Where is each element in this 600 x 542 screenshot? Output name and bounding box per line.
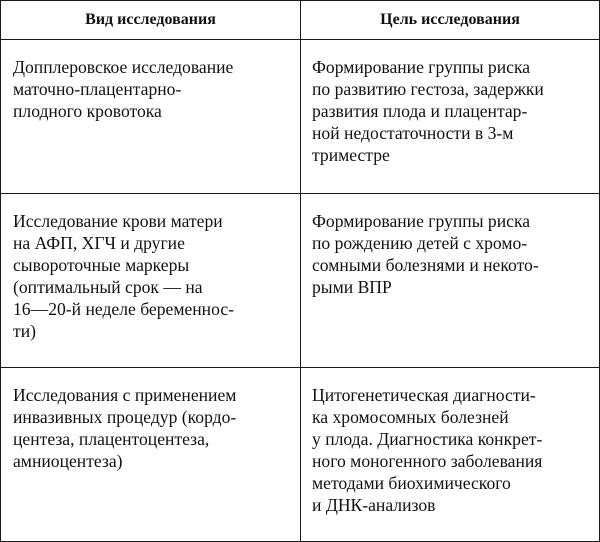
cell-examination-type [1, 40, 301, 194]
cell-text-line: сывороточные маркеры [13, 255, 190, 275]
cell-text-line: на АФП, ХГЧ и другие [13, 233, 185, 253]
cell-text-line: по развитию гестоза, задержки [312, 79, 544, 99]
cell-text-line: у плода. Диагностика конкрет- [312, 429, 543, 449]
cell-text-line: триместре [312, 145, 390, 165]
cell-text-line: (оптимальный срок — на [13, 277, 203, 297]
header-examination-purpose: Цель исследования [301, 1, 600, 40]
cell-text-line: сомными болезнями и некото- [312, 255, 539, 275]
table-header [1, 1, 600, 40]
cell-examination-purpose [301, 194, 600, 368]
header-row [1, 1, 600, 40]
table-row [1, 40, 600, 194]
cell-examination-type [1, 194, 301, 368]
header-examination-type: Вид исследования [1, 1, 301, 40]
cell-text-line: Исследования с применением [13, 385, 237, 405]
cell-text-line: ной недостаточности в 3-м [312, 123, 514, 143]
table-row [1, 194, 600, 368]
cell-text-line: ти) [13, 321, 36, 341]
cell-examination-purpose [301, 40, 600, 194]
cell-examination-purpose [301, 368, 600, 542]
cell-text-line: по рождению детей с хромо- [312, 233, 528, 253]
cell-text-line: центеза, плацентоцентеза, [13, 429, 210, 449]
cell-text-line: и ДНК-анализов [312, 495, 436, 515]
cell-text-line: ка хромосомных болезней [312, 407, 509, 427]
table-body [1, 40, 600, 542]
cell-text-line: маточно-плацентарно- [13, 79, 182, 99]
table-row [1, 368, 600, 542]
cell-text-line: Формирование группы риска [312, 57, 531, 77]
cell-examination-type [1, 368, 301, 542]
cell-text-line: рыми ВПР [312, 277, 392, 297]
cell-text-line: развития плода и плацентар- [312, 101, 528, 121]
cell-text-line: амниоцентеза) [13, 451, 123, 471]
cell-text-line: методами биохимического [312, 473, 511, 493]
cell-text-line: 16—20-й неделе беременнос- [13, 299, 235, 319]
cell-text-line: Цитогенетическая диагности- [312, 385, 536, 405]
cell-text-line: плодного кровотока [13, 101, 162, 121]
cell-text-line: Допплеровское исследование [13, 57, 234, 77]
cell-text-line: Формирование группы риска [312, 211, 531, 231]
cell-text-line: Исследование крови матери [13, 211, 223, 231]
cell-text-line: ного моногенного заболевания [312, 451, 543, 471]
cell-text-line: инвазивных процедур (кордо- [13, 407, 237, 427]
